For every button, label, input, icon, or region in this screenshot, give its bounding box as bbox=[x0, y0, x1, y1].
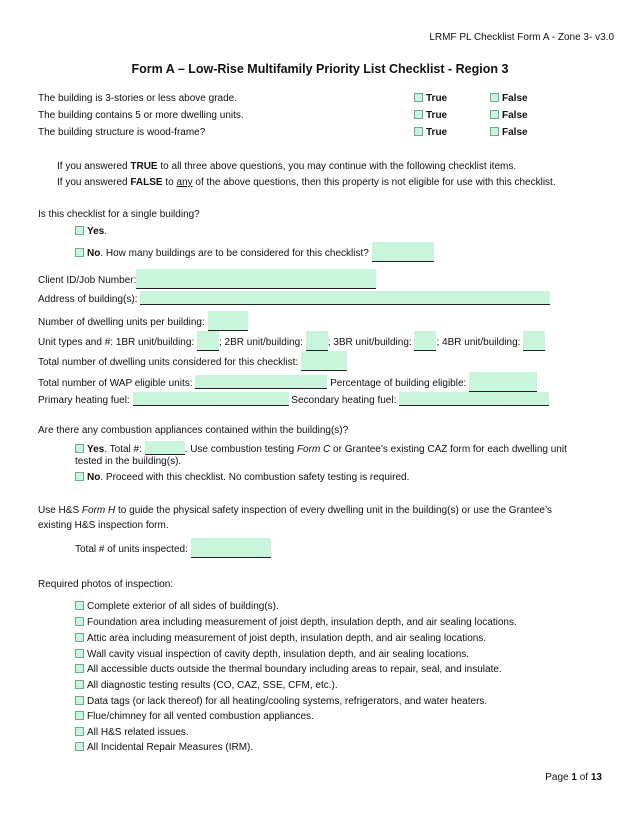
units-inspected-field[interactable] bbox=[191, 538, 271, 558]
false-option-2[interactable]: False bbox=[490, 110, 528, 121]
eligibility-question-2: The building contains 5 or more dwelling units. bbox=[38, 110, 244, 121]
checkbox-icon[interactable] bbox=[75, 727, 84, 736]
br4-field[interactable] bbox=[523, 331, 545, 351]
eligibility-question-1: The building is 3-stories or less above grade. bbox=[38, 93, 237, 104]
true-option-3[interactable]: True bbox=[414, 127, 447, 138]
address-row: Address of building(s): bbox=[38, 291, 550, 305]
checkbox-icon[interactable] bbox=[75, 680, 84, 689]
checkbox-icon[interactable] bbox=[75, 444, 84, 453]
checkbox-icon[interactable] bbox=[75, 711, 84, 720]
checkbox-icon[interactable] bbox=[75, 696, 84, 705]
checkbox-icon[interactable] bbox=[75, 248, 84, 257]
page-title: Form A – Low-Rise Multifamily Priority List Checklist - Region 3 bbox=[131, 62, 509, 76]
wap-row: Total number of WAP eligible units: Percentage of building eligible: bbox=[38, 372, 537, 392]
combustion-total-field[interactable] bbox=[145, 441, 185, 455]
client-id-row: Client ID/Job Number: bbox=[38, 269, 376, 289]
photo-item[interactable]: All diagnostic testing results (CO, CAZ, SSE, CFM, etc.). bbox=[75, 680, 338, 691]
photo-item[interactable]: Foundation area including measurement of joist depth, insulation depth, and air sealing locations. bbox=[75, 617, 517, 628]
checkbox-icon[interactable] bbox=[75, 742, 84, 751]
photo-item[interactable]: All H&S related issues. bbox=[75, 727, 189, 738]
percentage-field[interactable] bbox=[469, 372, 537, 392]
primary-fuel-field[interactable] bbox=[133, 392, 289, 406]
client-id-field[interactable] bbox=[136, 269, 376, 289]
photo-item[interactable]: Flue/chimney for all vented combustion appliances. bbox=[75, 711, 314, 722]
checkbox-icon[interactable] bbox=[490, 110, 499, 119]
unit-types-row: Unit types and #: 1BR unit/building: ; 2BR unit/building: ; 3BR unit/building: ; 4BR unit/building: bbox=[38, 331, 545, 351]
photo-item[interactable]: Wall cavity visual inspection of cavity depth, insulation depth, and air sealing locations. bbox=[75, 649, 469, 660]
building-count-field[interactable] bbox=[372, 242, 434, 262]
checkbox-icon[interactable] bbox=[75, 649, 84, 658]
checkbox-icon[interactable] bbox=[75, 226, 84, 235]
true-option-2[interactable]: True bbox=[414, 110, 447, 121]
checkbox-icon[interactable] bbox=[75, 633, 84, 642]
header-form-id: LRMF PL Checklist Form A - Zone 3- v3.0 bbox=[429, 32, 614, 43]
single-no-option[interactable]: No. How many buildings are to be considered for this checklist? bbox=[75, 242, 434, 262]
total-units-row: Total number of dwelling units considered for this checklist: bbox=[38, 351, 347, 371]
checkbox-icon[interactable] bbox=[490, 127, 499, 136]
wap-units-field[interactable] bbox=[195, 375, 327, 389]
fuel-row: Primary heating fuel: Secondary heating fuel: bbox=[38, 392, 549, 406]
combustion-question: Are there any combustion appliances contained within the building(s)? bbox=[38, 425, 349, 436]
false-option-1[interactable]: False bbox=[490, 93, 528, 104]
units-inspected-row: Total # of units inspected: bbox=[75, 538, 271, 558]
address-field[interactable] bbox=[140, 291, 550, 305]
false-option-3[interactable]: False bbox=[490, 127, 528, 138]
checkbox-icon[interactable] bbox=[414, 127, 423, 136]
page-number: Page 1 of 13 bbox=[545, 772, 602, 783]
photo-item[interactable]: All Incidental Repair Measures (IRM). bbox=[75, 742, 253, 753]
eligibility-note-true: If you answered TRUE to all three above questions, you may continue with the following checklist items. bbox=[57, 161, 517, 172]
photo-item[interactable]: Attic area including measurement of joist depth, insulation depth, and air sealing locations. bbox=[75, 633, 486, 644]
total-units-field[interactable] bbox=[301, 351, 347, 371]
units-per-building-field[interactable] bbox=[208, 311, 248, 331]
combustion-yes-line2: tested in the building(s). bbox=[75, 456, 182, 467]
single-building-question: Is this checklist for a single building? bbox=[38, 209, 200, 220]
br2-field[interactable] bbox=[306, 331, 328, 351]
combustion-yes-option[interactable]: Yes. Total #: . Use combustion testing Form C or Grantee’s existing CAZ form for each dwelling unit bbox=[75, 441, 567, 455]
checkbox-icon[interactable] bbox=[75, 472, 84, 481]
photo-item[interactable]: Data tags (or lack thereof) for all heating/cooling systems, refrigerators, and water heaters. bbox=[75, 696, 487, 707]
checkbox-icon[interactable] bbox=[75, 617, 84, 626]
hs-line2: existing H&S inspection form. bbox=[38, 520, 169, 531]
checkbox-icon[interactable] bbox=[490, 93, 499, 102]
units-per-building-row: Number of dwelling units per building: bbox=[38, 311, 248, 331]
single-yes-option[interactable]: Yes. bbox=[75, 226, 107, 237]
checkbox-icon[interactable] bbox=[75, 664, 84, 673]
combustion-no-option[interactable]: No. Proceed with this checklist. No combustion safety testing is required. bbox=[75, 472, 409, 483]
br1-field[interactable] bbox=[197, 331, 219, 351]
checkbox-icon[interactable] bbox=[414, 93, 423, 102]
photo-item[interactable]: Complete exterior of all sides of building(s). bbox=[75, 601, 279, 612]
br3-field[interactable] bbox=[414, 331, 436, 351]
photos-heading: Required photos of inspection: bbox=[38, 579, 174, 590]
hs-line1: Use H&S Form H to guide the physical safety inspection of every dwelling unit in the building(s) or use the Grantee’s bbox=[38, 505, 552, 516]
secondary-fuel-field[interactable] bbox=[399, 392, 549, 406]
eligibility-note-false: If you answered FALSE to any of the above questions, then this property is not eligible for use with this checklist. bbox=[57, 177, 556, 188]
photo-item[interactable]: All accessible ducts outside the thermal boundary including areas to repair, seal, and insulate. bbox=[75, 664, 502, 675]
eligibility-question-3: The building structure is wood-frame? bbox=[38, 127, 206, 138]
checkbox-icon[interactable] bbox=[414, 110, 423, 119]
true-option-1[interactable]: True bbox=[414, 93, 447, 104]
checkbox-icon[interactable] bbox=[75, 601, 84, 610]
